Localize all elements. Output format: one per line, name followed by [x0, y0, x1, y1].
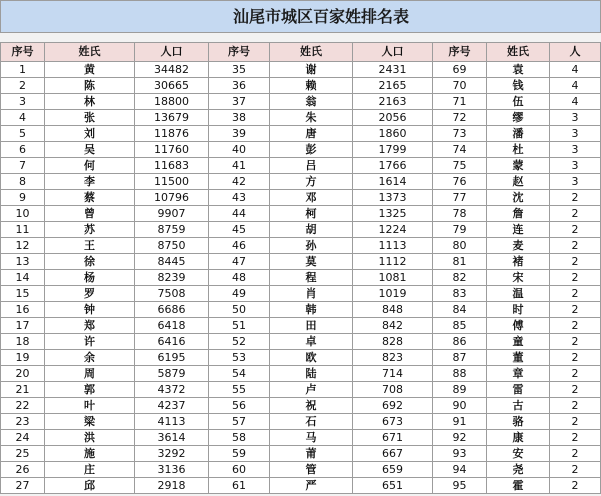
table-row — [1, 62, 601, 78]
table-cell[interactable]: 施 — [45, 446, 135, 462]
table-cell[interactable]: 1112 — [353, 254, 433, 270]
table-cell[interactable]: 9 — [1, 190, 45, 206]
header-cell[interactable]: 姓氏 — [487, 43, 550, 62]
table-cell[interactable]: 659 — [353, 462, 433, 478]
table-cell[interactable]: 17 — [1, 318, 45, 334]
table-cell[interactable]: 田 — [270, 318, 353, 334]
table-cell[interactable]: 2 — [550, 478, 601, 494]
table-row — [1, 110, 601, 126]
table-cell[interactable]: 1081 — [353, 270, 433, 286]
table-cell[interactable]: 徐 — [45, 254, 135, 270]
table-cell[interactable]: 45 — [209, 222, 270, 238]
table-cell[interactable]: 詹 — [487, 206, 550, 222]
table-cell[interactable]: 692 — [353, 398, 433, 414]
table-cell[interactable]: 1 — [1, 62, 45, 78]
table-cell[interactable]: 6418 — [135, 318, 209, 334]
table-cell[interactable]: 667 — [353, 446, 433, 462]
table-cell[interactable]: 25 — [1, 446, 45, 462]
table-cell[interactable]: 75 — [433, 158, 487, 174]
table-cell[interactable]: 赵 — [487, 174, 550, 190]
table-row — [1, 366, 601, 382]
table-cell[interactable]: 36 — [209, 78, 270, 94]
table-cell[interactable]: 许 — [45, 334, 135, 350]
table-cell[interactable]: 4 — [550, 62, 601, 78]
table-cell[interactable]: 39 — [209, 126, 270, 142]
table-cell[interactable]: 11683 — [135, 158, 209, 174]
table-cell[interactable]: 8759 — [135, 222, 209, 238]
table-cell[interactable]: 吕 — [270, 158, 353, 174]
table-cell[interactable]: 89 — [433, 382, 487, 398]
table-cell[interactable]: 韩 — [270, 302, 353, 318]
table-cell[interactable]: 时 — [487, 302, 550, 318]
table-row — [1, 254, 601, 270]
table-cell[interactable]: 14 — [1, 270, 45, 286]
table-cell[interactable]: 骆 — [487, 414, 550, 430]
table-cell[interactable]: 4372 — [135, 382, 209, 398]
table-cell[interactable]: 76 — [433, 174, 487, 190]
table-cell[interactable]: 方 — [270, 174, 353, 190]
table-cell[interactable]: 24 — [1, 430, 45, 446]
table-cell[interactable]: 2 — [550, 206, 601, 222]
table-cell[interactable]: 2431 — [353, 62, 433, 78]
table-cell[interactable]: 8750 — [135, 238, 209, 254]
table-cell[interactable]: 苏 — [45, 222, 135, 238]
table-cell[interactable]: 30665 — [135, 78, 209, 94]
table-row — [1, 478, 601, 494]
table-cell[interactable]: 潘 — [487, 126, 550, 142]
table-cell[interactable]: 马 — [270, 430, 353, 446]
table-cell[interactable]: 8239 — [135, 270, 209, 286]
table-cell[interactable]: 34482 — [135, 62, 209, 78]
table-row — [1, 174, 601, 190]
table-cell[interactable]: 胡 — [270, 222, 353, 238]
table-cell[interactable]: 4 — [550, 78, 601, 94]
table-cell[interactable]: 2 — [550, 302, 601, 318]
table-cell[interactable]: 16 — [1, 302, 45, 318]
table-cell[interactable]: 69 — [433, 62, 487, 78]
table-cell[interactable]: 4 — [1, 110, 45, 126]
table-cell[interactable]: 673 — [353, 414, 433, 430]
table-cell[interactable]: 钟 — [45, 302, 135, 318]
table-cell[interactable]: 刘 — [45, 126, 135, 142]
header-cell[interactable]: 姓氏 — [45, 43, 135, 62]
table-cell[interactable]: 21 — [1, 382, 45, 398]
table-cell[interactable]: 2 — [550, 414, 601, 430]
table-cell[interactable]: 74 — [433, 142, 487, 158]
table-cell[interactable]: 11760 — [135, 142, 209, 158]
table-cell[interactable]: 2 — [550, 254, 601, 270]
table-cell[interactable]: 41 — [209, 158, 270, 174]
table-cell[interactable]: 李 — [45, 174, 135, 190]
table-cell[interactable]: 朱 — [270, 110, 353, 126]
table-cell[interactable]: 尧 — [487, 462, 550, 478]
table-row — [1, 414, 601, 430]
table-cell[interactable]: 8445 — [135, 254, 209, 270]
table-cell[interactable]: 651 — [353, 478, 433, 494]
table-cell[interactable]: 42 — [209, 174, 270, 190]
table-cell[interactable]: 王 — [45, 238, 135, 254]
table-cell[interactable]: 1019 — [353, 286, 433, 302]
table-cell[interactable]: 2 — [550, 238, 601, 254]
table-cell[interactable]: 46 — [209, 238, 270, 254]
table-cell[interactable]: 袁 — [487, 62, 550, 78]
table-cell[interactable]: 石 — [270, 414, 353, 430]
table-cell[interactable]: 黄 — [45, 62, 135, 78]
table-row — [1, 398, 601, 414]
header-row — [1, 43, 601, 62]
table-cell[interactable]: 4237 — [135, 398, 209, 414]
table-cell[interactable]: 2 — [550, 334, 601, 350]
table-row — [1, 206, 601, 222]
table-cell[interactable]: 6686 — [135, 302, 209, 318]
table-cell[interactable]: 53 — [209, 350, 270, 366]
table-cell[interactable]: 卢 — [270, 382, 353, 398]
table-cell[interactable]: 54 — [209, 366, 270, 382]
table-cell[interactable]: 95 — [433, 478, 487, 494]
table-cell[interactable]: 陈 — [45, 78, 135, 94]
table-cell[interactable]: 8 — [1, 174, 45, 190]
table-cell[interactable]: 50 — [209, 302, 270, 318]
table-cell[interactable]: 22 — [1, 398, 45, 414]
table-cell[interactable]: 童 — [487, 334, 550, 350]
table-cell[interactable]: 1224 — [353, 222, 433, 238]
table-cell[interactable]: 翁 — [270, 94, 353, 110]
table-cell[interactable]: 48 — [209, 270, 270, 286]
table-cell[interactable]: 1766 — [353, 158, 433, 174]
table-cell[interactable]: 1860 — [353, 126, 433, 142]
table-row — [1, 382, 601, 398]
table-cell[interactable]: 傅 — [487, 318, 550, 334]
table-cell[interactable]: 2918 — [135, 478, 209, 494]
table-cell[interactable]: 6 — [1, 142, 45, 158]
table-cell[interactable]: 霍 — [487, 478, 550, 494]
table-row — [1, 302, 601, 318]
table-cell[interactable]: 3 — [550, 158, 601, 174]
table-row — [1, 270, 601, 286]
table-cell[interactable]: 26 — [1, 462, 45, 478]
table-cell[interactable]: 1799 — [353, 142, 433, 158]
table-cell[interactable]: 842 — [353, 318, 433, 334]
table-cell[interactable]: 周 — [45, 366, 135, 382]
table-cell[interactable]: 40 — [209, 142, 270, 158]
table-cell[interactable]: 7508 — [135, 286, 209, 302]
table-cell[interactable]: 洪 — [45, 430, 135, 446]
table-row — [1, 222, 601, 238]
table-cell[interactable]: 58 — [209, 430, 270, 446]
table-cell[interactable]: 72 — [433, 110, 487, 126]
table-row — [1, 94, 601, 110]
table-cell[interactable]: 沈 — [487, 190, 550, 206]
table-cell[interactable]: 7 — [1, 158, 45, 174]
table-cell[interactable]: 43 — [209, 190, 270, 206]
table-row — [1, 126, 601, 142]
table-cell[interactable]: 肖 — [270, 286, 353, 302]
table-cell[interactable]: 2 — [550, 398, 601, 414]
table-cell[interactable]: 2 — [550, 318, 601, 334]
table-cell[interactable]: 78 — [433, 206, 487, 222]
table-cell[interactable]: 邱 — [45, 478, 135, 494]
header-cell[interactable]: 人口 — [353, 43, 433, 62]
table-cell[interactable]: 2 — [550, 222, 601, 238]
table-cell[interactable]: 6195 — [135, 350, 209, 366]
table-cell[interactable]: 84 — [433, 302, 487, 318]
table-cell[interactable]: 3 — [550, 126, 601, 142]
table-cell[interactable]: 90 — [433, 398, 487, 414]
table-cell[interactable]: 林 — [45, 94, 135, 110]
table-cell[interactable]: 1373 — [353, 190, 433, 206]
table-cell[interactable]: 2 — [1, 78, 45, 94]
table-cell[interactable]: 何 — [45, 158, 135, 174]
table-cell[interactable]: 81 — [433, 254, 487, 270]
table-cell[interactable]: 3614 — [135, 430, 209, 446]
table-cell[interactable]: 52 — [209, 334, 270, 350]
table-cell[interactable]: 郭 — [45, 382, 135, 398]
table-cell[interactable]: 严 — [270, 478, 353, 494]
table-cell[interactable]: 18 — [1, 334, 45, 350]
table-cell[interactable]: 3 — [550, 142, 601, 158]
table-cell[interactable]: 褚 — [487, 254, 550, 270]
table-title[interactable]: 汕尾市城区百家姓排名表 — [1, 1, 601, 33]
header-cell[interactable]: 人口 — [135, 43, 209, 62]
table-cell[interactable]: 欧 — [270, 350, 353, 366]
table-cell[interactable]: 71 — [433, 94, 487, 110]
table-cell[interactable]: 4113 — [135, 414, 209, 430]
table-row — [1, 142, 601, 158]
table-row — [1, 190, 601, 206]
table-cell[interactable]: 828 — [353, 334, 433, 350]
header-cell[interactable]: 序号 — [433, 43, 487, 62]
table-cell[interactable]: 47 — [209, 254, 270, 270]
table-row — [1, 158, 601, 174]
table-cell[interactable]: 缪 — [487, 110, 550, 126]
table-row — [1, 286, 601, 302]
table-cell[interactable]: 77 — [433, 190, 487, 206]
table-cell[interactable]: 708 — [353, 382, 433, 398]
table-cell[interactable]: 1325 — [353, 206, 433, 222]
table-cell[interactable]: 古 — [487, 398, 550, 414]
title-row — [1, 1, 601, 33]
table-cell[interactable]: 19 — [1, 350, 45, 366]
table-cell[interactable]: 蔡 — [45, 190, 135, 206]
table-cell[interactable]: 3 — [1, 94, 45, 110]
table-cell[interactable]: 张 — [45, 110, 135, 126]
table-cell[interactable]: 91 — [433, 414, 487, 430]
table-cell[interactable]: 3292 — [135, 446, 209, 462]
table-cell[interactable]: 37 — [209, 94, 270, 110]
table-cell[interactable]: 85 — [433, 318, 487, 334]
table-cell[interactable]: 73 — [433, 126, 487, 142]
table-cell[interactable]: 2 — [550, 430, 601, 446]
table-cell[interactable]: 陆 — [270, 366, 353, 382]
table-cell[interactable]: 3136 — [135, 462, 209, 478]
table-cell[interactable]: 吴 — [45, 142, 135, 158]
table-cell[interactable]: 35 — [209, 62, 270, 78]
table-cell[interactable]: 93 — [433, 446, 487, 462]
table-cell[interactable]: 823 — [353, 350, 433, 366]
table-cell[interactable]: 80 — [433, 238, 487, 254]
table-cell[interactable]: 55 — [209, 382, 270, 398]
table-row — [1, 350, 601, 366]
table-cell[interactable]: 谢 — [270, 62, 353, 78]
table-cell[interactable]: 赖 — [270, 78, 353, 94]
table-cell[interactable]: 邓 — [270, 190, 353, 206]
table-cell[interactable]: 曾 — [45, 206, 135, 222]
table-cell[interactable]: 康 — [487, 430, 550, 446]
table-cell[interactable]: 宋 — [487, 270, 550, 286]
table-cell[interactable]: 郑 — [45, 318, 135, 334]
table-cell[interactable]: 59 — [209, 446, 270, 462]
table-cell[interactable]: 连 — [487, 222, 550, 238]
table-cell[interactable]: 钱 — [487, 78, 550, 94]
table-cell[interactable]: 2 — [550, 190, 601, 206]
table-cell[interactable]: 5879 — [135, 366, 209, 382]
table-cell[interactable]: 卓 — [270, 334, 353, 350]
table-cell[interactable]: 92 — [433, 430, 487, 446]
table-cell[interactable]: 10796 — [135, 190, 209, 206]
table-cell[interactable]: 13 — [1, 254, 45, 270]
table-cell[interactable]: 莆 — [270, 446, 353, 462]
header-cell[interactable]: 姓氏 — [270, 43, 353, 62]
table-cell[interactable]: 麦 — [487, 238, 550, 254]
table-cell[interactable]: 2 — [550, 382, 601, 398]
table-cell[interactable]: 79 — [433, 222, 487, 238]
table-cell[interactable]: 57 — [209, 414, 270, 430]
table-cell[interactable]: 38 — [209, 110, 270, 126]
table-cell[interactable]: 彭 — [270, 142, 353, 158]
table-cell[interactable]: 梁 — [45, 414, 135, 430]
table-cell[interactable]: 2 — [550, 350, 601, 366]
table-cell[interactable]: 蒙 — [487, 158, 550, 174]
table-cell[interactable]: 15 — [1, 286, 45, 302]
table-cell[interactable]: 孙 — [270, 238, 353, 254]
table-cell[interactable]: 雷 — [487, 382, 550, 398]
table-cell[interactable]: 程 — [270, 270, 353, 286]
table-cell[interactable]: 4 — [550, 94, 601, 110]
table-cell[interactable]: 杜 — [487, 142, 550, 158]
header-cell[interactable]: 序号 — [1, 43, 45, 62]
table-cell[interactable]: 94 — [433, 462, 487, 478]
table-cell[interactable]: 848 — [353, 302, 433, 318]
table-cell[interactable]: 11500 — [135, 174, 209, 190]
table-cell[interactable]: 12 — [1, 238, 45, 254]
table-cell[interactable]: 56 — [209, 398, 270, 414]
table-cell[interactable]: 3 — [550, 174, 601, 190]
table-cell[interactable]: 23 — [1, 414, 45, 430]
table-cell[interactable]: 2 — [550, 446, 601, 462]
table-cell[interactable]: 82 — [433, 270, 487, 286]
table-cell[interactable]: 10 — [1, 206, 45, 222]
table-cell[interactable]: 2 — [550, 286, 601, 302]
table-row — [1, 446, 601, 462]
table-cell[interactable]: 2 — [550, 366, 601, 382]
table-cell[interactable]: 13679 — [135, 110, 209, 126]
table-cell[interactable]: 9907 — [135, 206, 209, 222]
table-cell[interactable]: 祝 — [270, 398, 353, 414]
table-cell[interactable]: 2163 — [353, 94, 433, 110]
table-row — [1, 334, 601, 350]
table-cell[interactable]: 庄 — [45, 462, 135, 478]
table-cell[interactable]: 莫 — [270, 254, 353, 270]
table-row — [1, 462, 601, 478]
table-cell[interactable]: 叶 — [45, 398, 135, 414]
table-cell[interactable]: 2 — [550, 270, 601, 286]
table-cell[interactable]: 11 — [1, 222, 45, 238]
table-row — [1, 238, 601, 254]
table-cell[interactable]: 安 — [487, 446, 550, 462]
table-row — [1, 318, 601, 334]
table-cell[interactable]: 83 — [433, 286, 487, 302]
table-cell[interactable]: 51 — [209, 318, 270, 334]
table-cell[interactable]: 温 — [487, 286, 550, 302]
table-cell[interactable]: 44 — [209, 206, 270, 222]
table-cell[interactable]: 1614 — [353, 174, 433, 190]
header-cell[interactable]: 人 — [550, 43, 601, 62]
table-cell[interactable]: 5 — [1, 126, 45, 142]
header-cell[interactable]: 序号 — [209, 43, 270, 62]
table-cell[interactable]: 49 — [209, 286, 270, 302]
table-row — [1, 430, 601, 446]
table-cell[interactable]: 20 — [1, 366, 45, 382]
table-cell[interactable]: 714 — [353, 366, 433, 382]
table-cell[interactable]: 70 — [433, 78, 487, 94]
table-cell[interactable]: 杨 — [45, 270, 135, 286]
table-cell[interactable]: 2056 — [353, 110, 433, 126]
table-cell[interactable]: 87 — [433, 350, 487, 366]
table-cell[interactable]: 86 — [433, 334, 487, 350]
table-cell[interactable]: 1113 — [353, 238, 433, 254]
table-cell[interactable]: 18800 — [135, 94, 209, 110]
table-cell[interactable]: 2165 — [353, 78, 433, 94]
title-gap — [1, 33, 601, 43]
table-cell[interactable]: 唐 — [270, 126, 353, 142]
table-cell[interactable]: 61 — [209, 478, 270, 494]
table-cell[interactable]: 88 — [433, 366, 487, 382]
table-cell[interactable]: 27 — [1, 478, 45, 494]
table-cell[interactable]: 2 — [550, 462, 601, 478]
table-cell[interactable]: 余 — [45, 350, 135, 366]
table-row — [1, 78, 601, 94]
table-cell[interactable]: 董 — [487, 350, 550, 366]
table-cell[interactable]: 伍 — [487, 94, 550, 110]
table-cell[interactable]: 60 — [209, 462, 270, 478]
table-cell[interactable]: 671 — [353, 430, 433, 446]
table-cell[interactable]: 章 — [487, 366, 550, 382]
table-cell[interactable]: 3 — [550, 110, 601, 126]
table-cell[interactable]: 11876 — [135, 126, 209, 142]
table-cell[interactable]: 6416 — [135, 334, 209, 350]
table-cell[interactable]: 柯 — [270, 206, 353, 222]
table-body — [1, 62, 601, 494]
table-cell[interactable]: 罗 — [45, 286, 135, 302]
table-cell[interactable]: 管 — [270, 462, 353, 478]
